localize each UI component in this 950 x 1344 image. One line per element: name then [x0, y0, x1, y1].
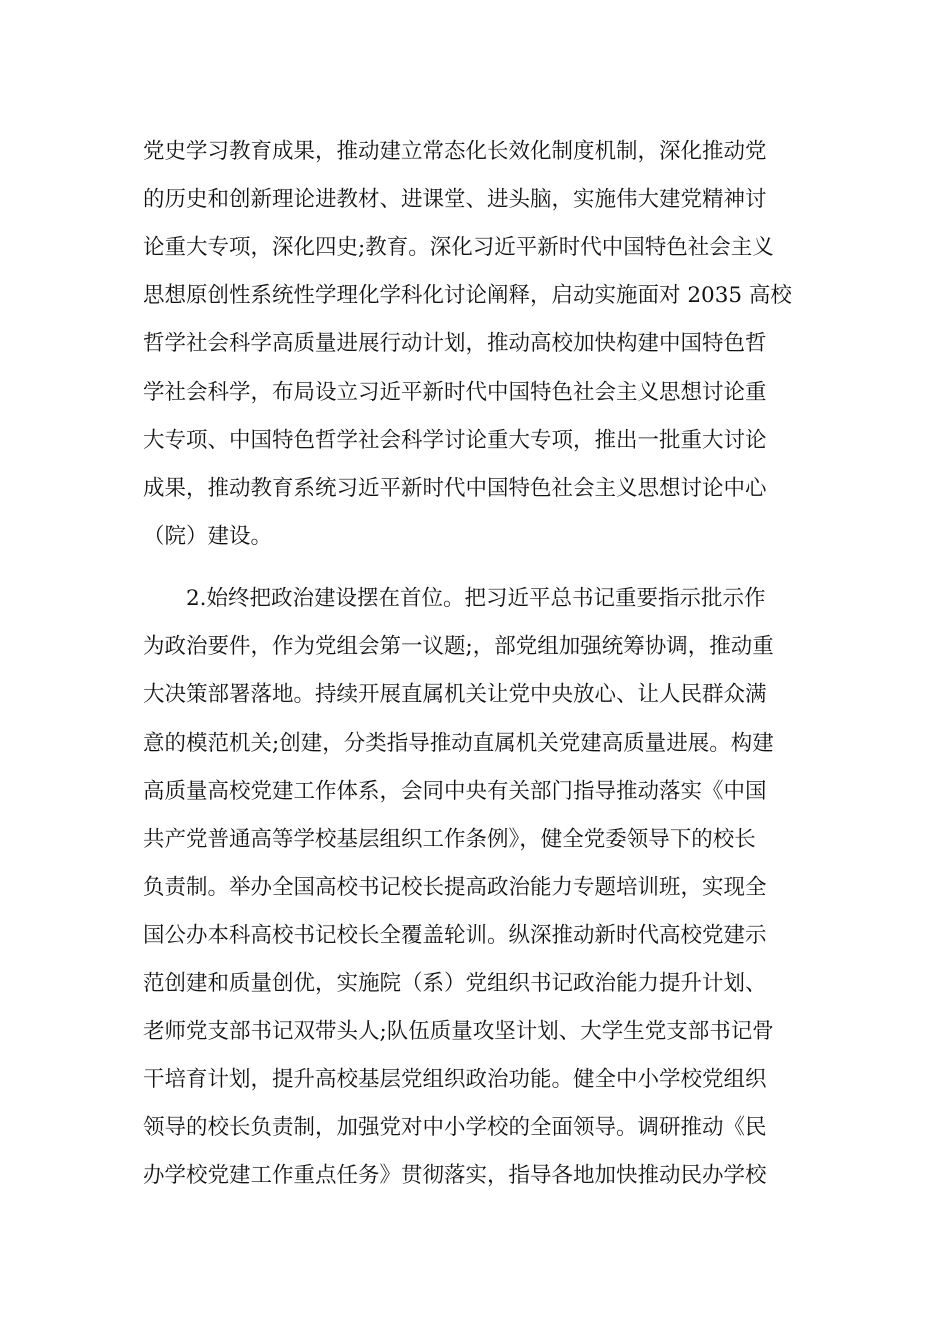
text-line: 哲学社会科学高质量进展行动计划，推动高校加快构建中国特色哲 [143, 331, 767, 356]
text-line: 办学校党建工作重点任务》贯彻落实，指导各地加快推动民办学校 [143, 1163, 767, 1188]
text-line: 为政治要件，作为党组会第一议题;，部党组加强统筹协调，推动重 [143, 634, 774, 659]
text-line: 领导的校长负责制，加强党对中小学校的全面领导。调研推动《民 [143, 1115, 767, 1140]
text-line: 思想原创性系统性学理化学科化讨论阐释，启动实施面对 2035 高校 [143, 283, 792, 308]
text-line: （院）建设。 [143, 524, 273, 549]
text-line: 大专项、中国特色哲学社会科学讨论重大专项，推出一批重大讨论 [143, 428, 767, 453]
text-line: 高质量高校党建工作体系，会同中央有关部门指导推动落实《中国 [143, 779, 767, 804]
text-line: 党史学习教育成果，推动建立常态化长效化制度机制，深化推动党 [143, 139, 767, 164]
text-line: 老师党支部书记双带头人;队伍质量攻坚计划、大学生党支部书记骨 [143, 1019, 774, 1044]
text-line: 学社会科学，布局设立习近平新时代中国特色社会主义思想讨论重 [143, 380, 767, 405]
text-line: 2.始终把政治建设摆在首位。把习近平总书记重要指示批示作 [186, 586, 766, 611]
text-line: 成果，推动教育系统习近平新时代中国特色社会主义思想讨论中心 [143, 476, 767, 501]
text-line: 的历史和创新理论进教材、进课堂、进头脑，实施伟大建党精神讨 [143, 187, 767, 212]
text-line: 论重大专项，深化四史;教育。深化习近平新时代中国特色社会主义 [143, 235, 774, 260]
text-line: 意的模范机关;创建，分类指导推动直属机关党建高质量进展。构建 [143, 731, 774, 756]
text-line: 大决策部署落地。持续开展直属机关让党中央放心、让人民群众满 [143, 682, 767, 707]
text-line: 范创建和质量创优，实施院（系）党组织书记政治能力提升计划、 [143, 971, 767, 996]
text-line: 国公办本科高校书记校长全覆盖轮训。纵深推动新时代高校党建示 [143, 923, 767, 948]
text-line: 负责制。举办全国高校书记校长提高政治能力专题培训班，实现全 [143, 875, 767, 900]
text-line: 干培育计划，提升高校基层党组织政治功能。健全中小学校党组织 [143, 1067, 767, 1092]
text-line: 共产党普通高等学校基层组织工作条例》，健全党委领导下的校长 [143, 827, 756, 852]
